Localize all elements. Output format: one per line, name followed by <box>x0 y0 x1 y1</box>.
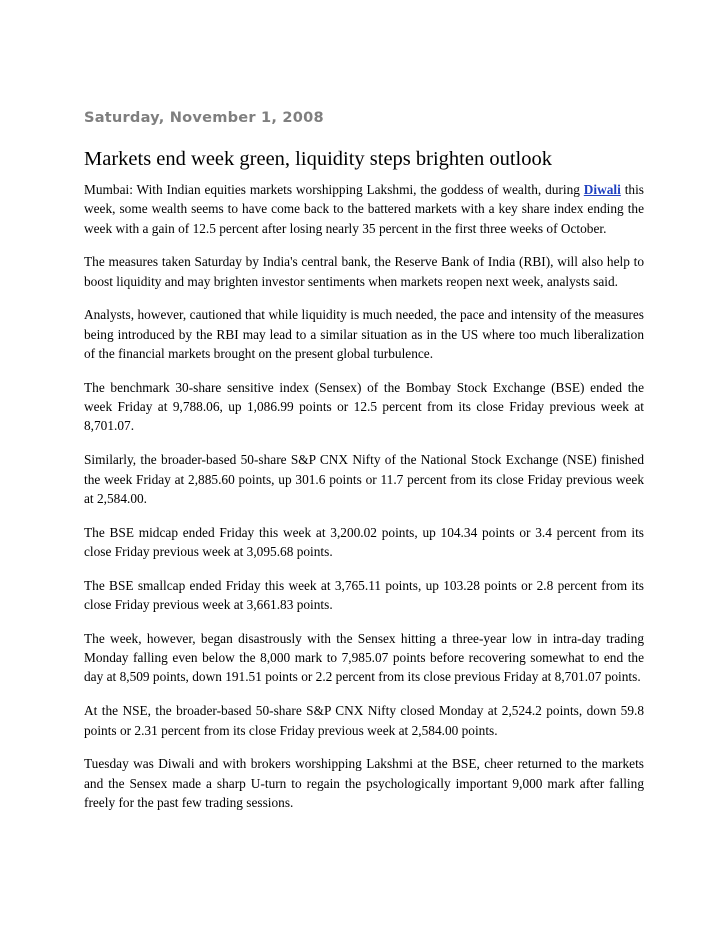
paragraph-7: The BSE smallcap ended Friday this week at 3,765.11 points, up 103.28 points or 2.8 percent from its close Friday previous week at 3,661.83 points. <box>84 577 644 613</box>
paragraph-2: The measures taken Saturday by India's central bank, the Reserve Bank of India (RBI), will also help to boost liquidity and may brighten investor sentiments when markets reopen next week, analysts said. <box>84 254 644 289</box>
post-title: Markets end week green, liquidity steps brighten outlook <box>84 148 552 170</box>
paragraph-4: The benchmark 30-share sensitive index (Sensex) of the Bombay Stock Exchange (BSE) ended the week Friday at 9,788.06, up 1,086.99 points or 12.5 percent from its close Friday previous week at 8,701.07. <box>84 379 644 434</box>
paragraph-9: At the NSE, the broader-based 50-share S&P CNX Nifty closed Monday at 2,524.2 points, down 59.8 points or 2.31 percent from its close Friday previous week at 2,584.00 points. <box>84 703 644 738</box>
post-date: Saturday, November 1, 2008 <box>84 109 324 126</box>
diwali-link[interactable]: Diwali <box>583 182 621 197</box>
paragraph-5: Similarly, the broader-based 50-share S&P CNX Nifty of the National Stock Exchange (NSE) finished the week Friday at 2,885.60 points, up 301.6 points or 11.7 percent from its close Friday previous week at 2,584.00. <box>84 452 644 506</box>
paragraph-10: Tuesday was Diwali and with brokers worshipping Lakshmi at the BSE, cheer returned to the markets and the Sensex made a sharp U-turn to regain the psychologically important 9,000 mark after falling freely for the past few trading sessions. <box>84 756 644 810</box>
paragraph-8: The week, however, began disastrously with the Sensex hitting a three-year low in intra-day trading Monday falling even below the 8,000 mark to 7,985.07 points before recovering somewhat to end the day at 8,509 points, down 191.51 points or 2.2 percent from its close previous Friday at 8,701.07 points. <box>84 630 644 685</box>
paragraph-6: The BSE midcap ended Friday this week at 3,200.02 points, up 104.34 points or 3.4 percent from its close Friday previous week at 3,095.68 points. <box>84 524 644 559</box>
paragraph-1-rest: this week, some wealth seems to have come back to the battered markets with a key share index ending the week with a gain of 12.5 percent after losing nearly 35 percent in the first three weeks of October. <box>84 182 644 236</box>
article-body <box>84 180 644 812</box>
document-page <box>84 108 644 827</box>
paragraph-1 <box>84 180 644 238</box>
paragraph-1-lead: Mumbai: With Indian equities markets worshipping Lakshmi, the goddess of wealth, during <box>84 182 584 197</box>
paragraph-3: Analysts, however, cautioned that while liquidity is much needed, the pace and intensity of the measures being introduced by the RBI may lead to a similar situation as in the US where too much liberalization of the financial markets brought on the present global turbulence. <box>84 307 644 362</box>
